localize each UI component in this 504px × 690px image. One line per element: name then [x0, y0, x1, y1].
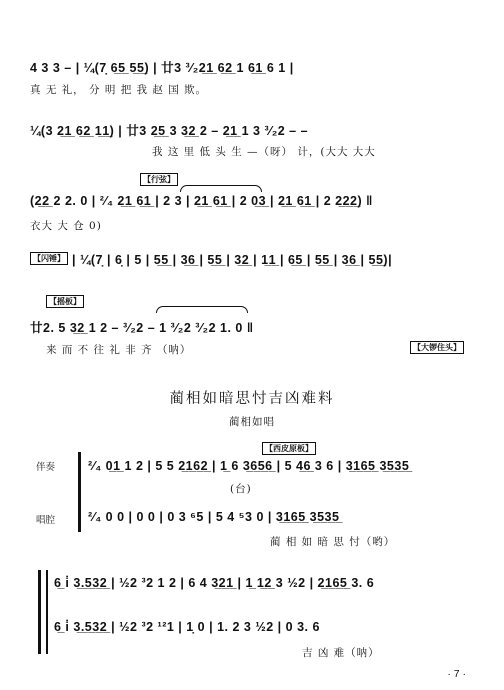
notation-line-3: (2̲2̲ 2 2. 0 | ²⁄₄ 2̲1̲ 6̲1̲ | 2 3 | 2̲1̲ 6̲1̲ | 2 0̲3̲ | 2̲1̲ 6̲1̲ | 2 2̲2̲2̲) ‖ — [30, 194, 373, 208]
section-box-yaoban: 【摇板】 — [46, 295, 84, 308]
accompaniment-notes-1: ²⁄₄ 0̲1̲ 1 2 | 5 5 2̲1̲6̲2̲ | 1̲ 6 3̲6̲5̲6̲ | 5 4̲6̲ 3 6 | 3̲1̲6̲5̲ 3̲5̲3̲5̲ — [88, 459, 410, 473]
vocal-lyrics-2: 吉 凶 难（呐） — [302, 647, 380, 659]
system-bracket-1 — [78, 452, 81, 532]
slur-phrase — [156, 306, 248, 313]
section-box-xipi-yuanban: 【西皮原板】 — [262, 442, 316, 455]
notation-line-2: ¼(3 2̲1̲ 6̲2̲ 1̲1̲) | 廿3 2̲5̲ 3 3̲2̲ 2 – 2̲1̲ 1 3 ³⁄₂2 – – — [30, 124, 309, 138]
label-vocal: 唱腔 — [36, 515, 56, 526]
notation-line-4: | ¼(7̣ | 6̣ | 5 | 5̲5̲ | 3̲6̲ | 5̲5̲ | 3̲2̲ | 1̲1̲ | 6̲5̲ | 5̲5̲ | 3̲6̲ | 5̲5̲)| — [72, 253, 393, 267]
vocal-notes-2: 6̲ i̇ 3̲.̲5̲3̲2̲ | ½2 ³2 ¹²1 | 1̣ 0 | 1. 2 3 ½2 | 0 3. 6 — [54, 620, 320, 634]
section-box-xingxian: 【行弦】 — [140, 173, 178, 186]
lyrics-line-3: 衣大 大 仓 0) — [30, 220, 102, 232]
page-number: · 7 · — [447, 668, 466, 680]
section-box-shanchui: 【闪锤】 — [30, 252, 68, 265]
system-bracket-2 — [38, 570, 41, 654]
system-bar-inner — [46, 570, 48, 654]
accompaniment-notes-2: 6̲ i̇ 3̲.̲5̲3̲2̲ | ½2 ³2 1 2 | 6 4 3̲2̲1̲ | 1̲ 1̲2̲ 3 ½2 | 2̲1̲6̲5̲ 3. 6 — [54, 576, 375, 590]
label-accompaniment: 伴奏 — [36, 462, 56, 473]
lyrics-line-5: 来 而 不 往 礼 非 齐 （呐） — [46, 344, 192, 356]
accompaniment-annotation: (台) — [230, 483, 252, 495]
vocal-notes-1: ²⁄₄ 0 0 | 0 0 | 0 3 ⁶5 | 5 4 ⁵3 0 | 3̲1̲6̲5̲ 3̲5̲3̲5̲ — [88, 510, 340, 524]
vocal-lyrics-1: 蔺 相 如 暗 思 忖（哟） — [270, 536, 396, 548]
lyrics-line-1: 真 无 礼， 分 明 把 我 赵 国 欺。 — [30, 84, 208, 96]
singer-credit: 蔺相如唱 — [229, 416, 275, 428]
notation-line-1: 4 3 3 – | ¼(7̣ 6̲5̲ 5̲5̲) | 廿3 ³⁄₂2̲1̲ 6̲2̲ 1 6̲1̲ 6 1 | — [30, 61, 294, 75]
notation-line-5: 廿2. 5 3̲2̲ 1 2 – ³⁄₂2 – 1 ³⁄₂2 ³⁄₂2 1. 0 ‖ — [30, 321, 254, 335]
tie-arc — [180, 185, 262, 192]
tail-box-daluo: 【大锣住头】 — [410, 341, 464, 354]
lyrics-line-2: 我 这 里 低 头 生 —（呀） 计，(大大 大大 — [152, 146, 376, 158]
song-title: 蔺相如暗思忖吉凶难料 — [169, 391, 335, 407]
